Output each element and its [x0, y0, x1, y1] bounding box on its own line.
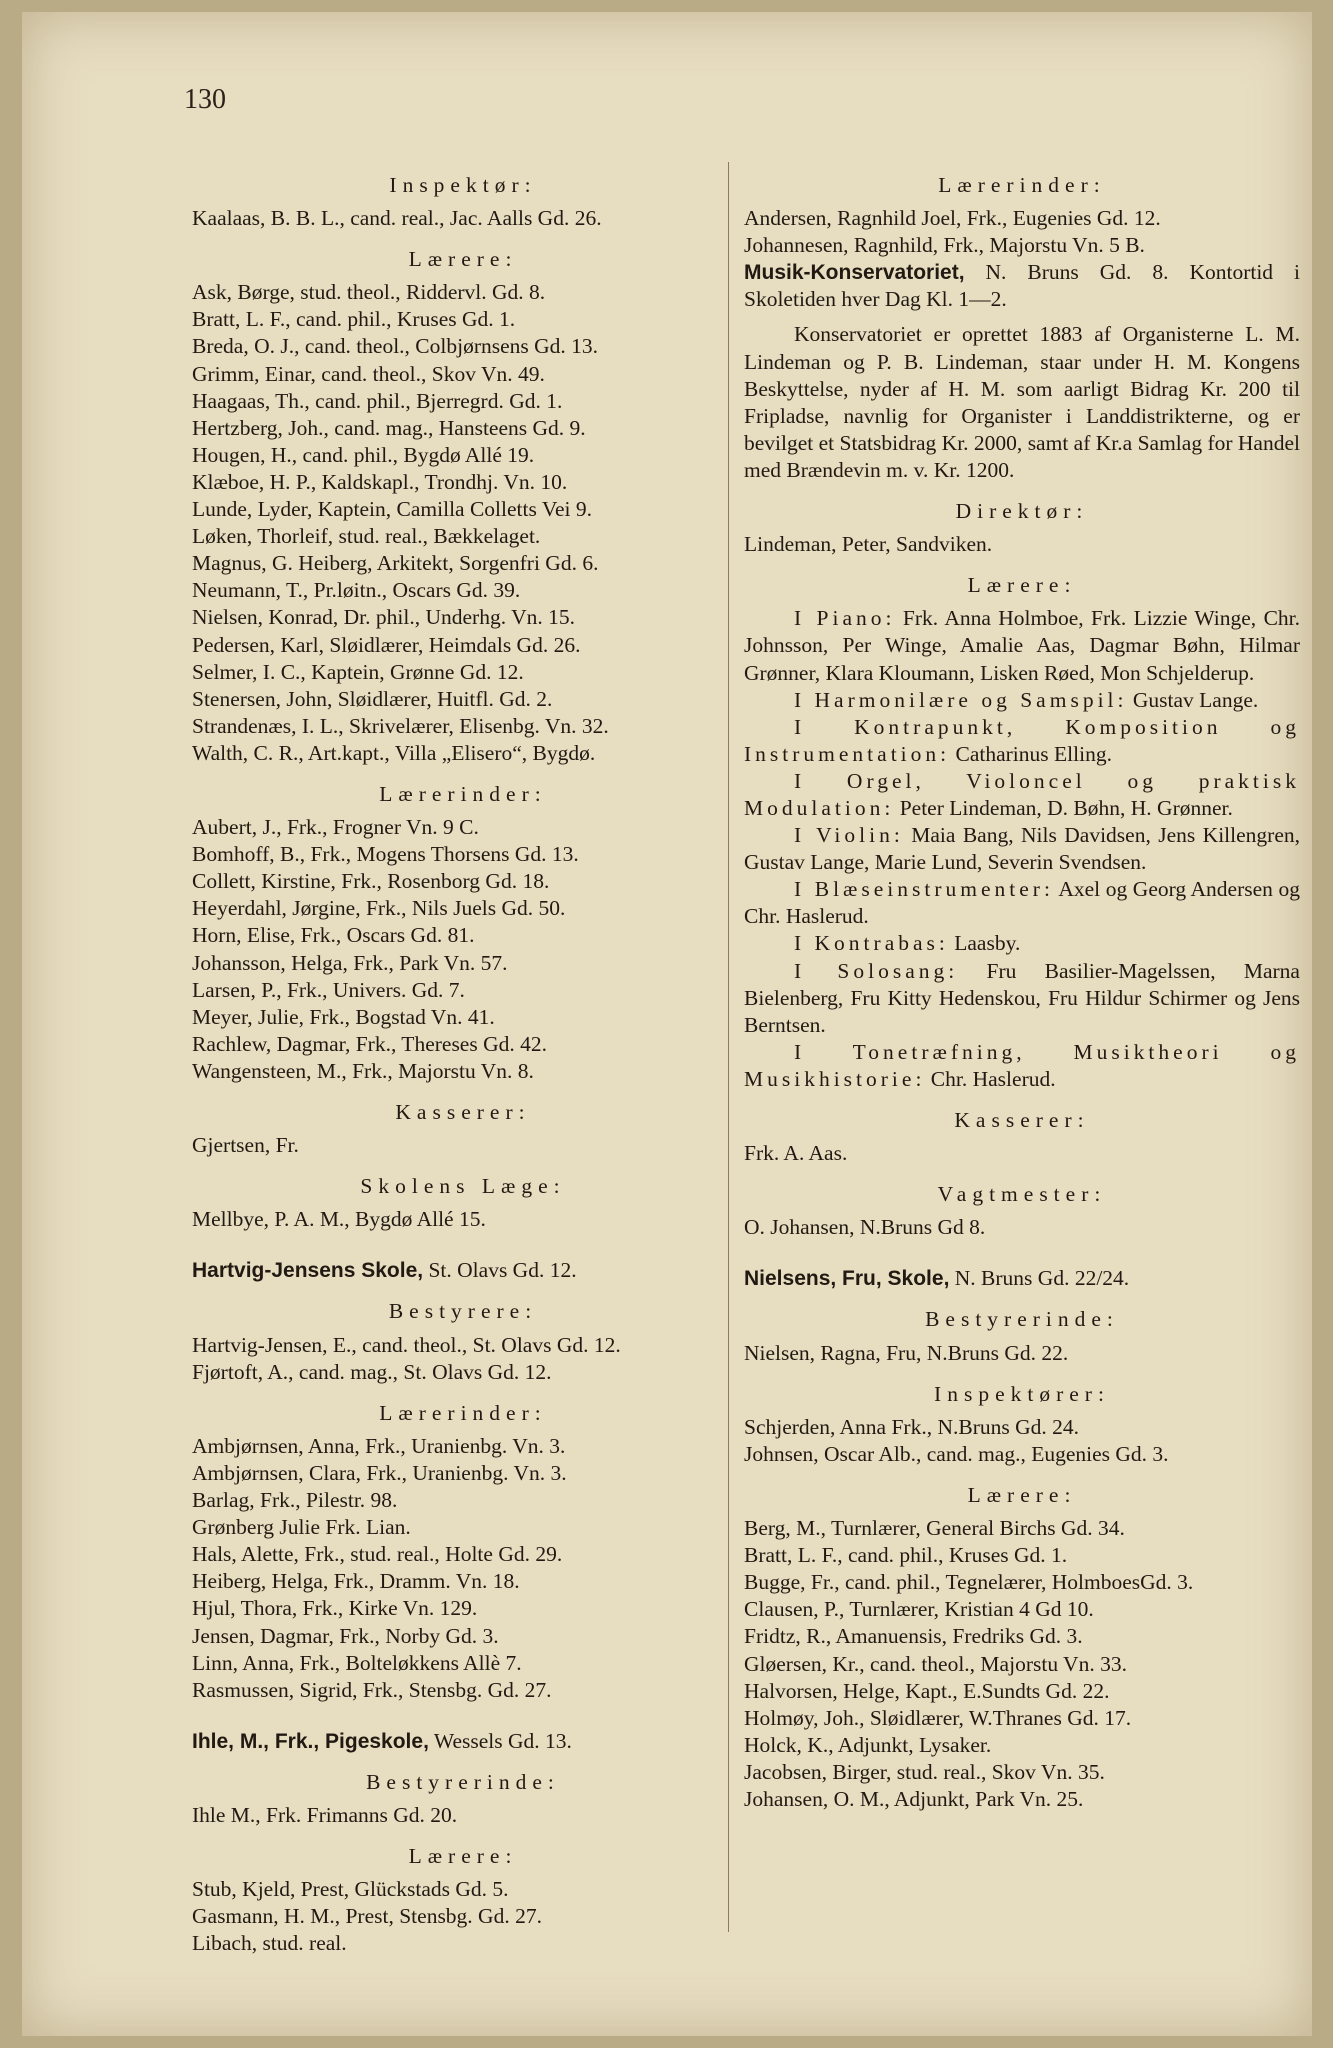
list-item: Fridtz, R., Amanuensis, Fredriks Gd. 3. — [744, 1624, 1083, 1649]
list-item: Gasmann, H. M., Prest, Stensbg. Gd. 27. — [192, 1904, 542, 1929]
section-heading: Vagtmester: — [937, 1182, 1107, 1207]
list-item: Bratt, L. F., cand. phil., Kruses Gd. 1. — [744, 1543, 1068, 1568]
list-item: Ask, Børge, stud. theol., Riddervl. Gd. 8. — [192, 280, 546, 305]
list-item: Grimm, Einar, cand. theol., Skov Vn. 49. — [192, 361, 545, 386]
list-item: Gjertsen, Fr. — [192, 1133, 299, 1158]
list-item: Pedersen, Karl, Sløidlærer, Heimdals Gd. 26. — [192, 632, 581, 657]
subject-teachers: Laasby. — [948, 931, 1021, 956]
list-item: Johansson, Helga, Frk., Park Vn. 57. — [192, 950, 508, 975]
school-address: N. Bruns Gd. 8. Kontortid i Skoletiden hver Dag Kl. 1—2. — [744, 260, 1300, 312]
subject-teachers: Fru Basilier-Magelssen, Marna Bielenberg, Fru Kitty Hedenskou, Fru Hildur Schirmer og Jens Berntsen. — [744, 958, 1300, 1037]
list-item: Schjerden, Anna Frk., N.Bruns Gd. 24. — [744, 1414, 1080, 1439]
list-item: Aubert, J., Frk., Frogner Vn. 9 C. — [192, 815, 479, 840]
list-item: Hjul, Thora, Frk., Kirke Vn. 129. — [192, 1596, 478, 1621]
intro-paragraph: Konservatoriet er oprettet 1883 af Organisterne L. M. Lindeman og P. B. Lindeman, staar under H. M. Kongens Beskyttelse, nyder af H. M. som aarligt Bidrag Kr. 200 til Fripladse, navnlig for Organister i Landdistrikterne, og er bevilget et Statsbidrag Kr. 2000, samt af Kr.a Samlag for Handel med Brændevin m. v. Kr. 1200. — [744, 322, 1300, 482]
list-item: Haagaas, Th., cand. phil., Bjerregrd. Gd. 1. — [192, 388, 563, 413]
school-name: Ihle, M., Frk., Pigeskole, — [192, 1729, 429, 1753]
subject-paragraph — [744, 876, 1300, 930]
entry-list — [192, 205, 734, 232]
list-item: Johannesen, Ragnhild, Frk., Majorstu Vn. 5 B. — [744, 233, 1145, 258]
list-item: Lindeman, Peter, Sandviken. — [744, 532, 993, 557]
list-item: Johansen, O. M., Adjunkt, Park Vn. 25. — [744, 1786, 1084, 1811]
entry-list — [192, 1433, 734, 1704]
list-item: Clausen, P., Turnlærer, Kristian 4 Gd 10. — [744, 1597, 1094, 1622]
section-heading: Bestyrerinde: — [925, 1307, 1119, 1332]
list-item: Meyer, Julie, Frk., Bogstad Vn. 41. — [192, 1004, 495, 1029]
list-item: Frk. A. Aas. — [744, 1141, 848, 1166]
subject-label: I Blæseinstrumenter: — [794, 877, 1054, 902]
list-item: Mellbye, P. A. M., Bygdø Allé 15. — [192, 1207, 486, 1232]
subject-teachers: Peter Lindeman, D. Bøhn, H. Grønner. — [894, 795, 1233, 820]
entry-list — [744, 1214, 1300, 1241]
list-item: Grønberg Julie Frk. Lian. — [192, 1515, 411, 1540]
subject-teachers: Axel og Georg Andersen og Chr. Haslerud. — [744, 877, 1300, 929]
list-item: Lunde, Lyder, Kaptein, Camilla Colletts Vei 9. — [192, 497, 593, 522]
page-number: 130 — [184, 84, 226, 115]
list-item: Klæboe, H. P., Kaldskapl., Trondhj. Vn. 10. — [192, 469, 568, 494]
list-item: Larsen, P., Frk., Univers. Gd. 7. — [192, 977, 465, 1002]
school-heading — [744, 1265, 1300, 1292]
subject-teachers: Catharinus Elling. — [950, 741, 1112, 766]
list-item: Ambjørnsen, Clara, Frk., Uranienbg. Vn. 3. — [192, 1460, 567, 1485]
section-heading: Lærerinder: — [938, 173, 1106, 197]
right-column — [744, 158, 1300, 1813]
entry-list — [744, 1140, 1300, 1167]
subject-label: I Violin: — [794, 823, 904, 848]
list-item: Nielsen, Konrad, Dr. phil., Underhg. Vn. 15. — [192, 605, 575, 630]
list-item: Breda, O. J., cand. theol., Colbjørnsens Gd. 13. — [192, 334, 599, 359]
subject-paragraph — [744, 1039, 1300, 1093]
subject-label: I Tonetræfning, Musiktheori og Musikhistorie: — [744, 1039, 1300, 1091]
list-item: Hals, Alette, Frk., stud. real., Holte Gd. 29. — [192, 1542, 563, 1567]
list-item: Holck, K., Adjunkt, Lysaker. — [744, 1732, 992, 1757]
list-item: Berg, M., Turnlærer, General Birchs Gd. 34. — [744, 1516, 1125, 1541]
subject-paragraph — [744, 822, 1300, 876]
section-heading: Skolens Læge: — [360, 1174, 566, 1199]
list-item: Gløersen, Kr., cand. theol., Majorstu Vn. 33. — [744, 1651, 1127, 1676]
subject-paragraph — [744, 930, 1300, 957]
section-heading: Bestyrere: — [388, 1299, 538, 1324]
list-item: Rasmussen, Sigrid, Frk., Stensbg. Gd. 27. — [192, 1677, 552, 1702]
section-heading: Lærere: — [408, 1844, 518, 1869]
subject-label: I Kontrapunkt, Komposition og Instrumentation: — [744, 714, 1300, 766]
school-address: Wessels Gd. 13. — [428, 1728, 572, 1753]
list-item: Wangensteen, M., Frk., Majorstu Vn. 8. — [192, 1058, 534, 1083]
subject-paragraph — [744, 958, 1300, 1039]
entry-list — [744, 531, 1300, 558]
list-item: Rachlew, Dagmar, Frk., Thereses Gd. 42. — [192, 1031, 547, 1056]
list-item: Løken, Thorleif, stud. real., Bækkelaget. — [192, 524, 541, 549]
entry-list — [192, 1876, 734, 1957]
subject-paragraph — [744, 714, 1300, 768]
list-item: Holmøy, Joh., Sløidlærer, W.Thranes Gd. 17. — [744, 1705, 1132, 1730]
entry-list — [192, 1802, 734, 1829]
list-item: Bomhoff, B., Frk., Mogens Thorsens Gd. 13. — [192, 842, 579, 867]
subject-label: I Kontrabas: — [794, 931, 949, 956]
list-item: Heiberg, Helga, Frk., Dramm. Vn. 18. — [192, 1569, 520, 1594]
list-item: Heyerdahl, Jørgine, Frk., Nils Juels Gd. 50. — [192, 896, 566, 921]
subject-paragraph — [744, 687, 1300, 714]
subject-list — [744, 605, 1300, 1093]
section-heading: Inspektører: — [934, 1381, 1110, 1406]
list-item: O. Johansen, N.Bruns Gd 8. — [744, 1215, 986, 1240]
entry-list — [744, 205, 1300, 259]
list-item: Hartvig-Jensen, E., cand. theol., St. Olavs Gd. 12. — [192, 1332, 621, 1357]
list-item: Hertzberg, Joh., cand. mag., Hansteens Gd. 9. — [192, 415, 586, 440]
subject-label: I Piano: — [794, 606, 896, 631]
subject-teachers: Frk. Anna Holmboe, Frk. Lizzie Winge, Chr. Johnsson, Per Winge, Amalie Aas, Dagmar Bøhn, Hilmar Grønner, Klara Kloumann, Lisken Røed, Mon Schjelderup. — [744, 606, 1301, 685]
school-heading — [192, 1257, 734, 1284]
school-name: Nielsens, Fru, Skole, — [744, 1267, 950, 1291]
school-name: Musik-Konservatoriet, — [744, 261, 965, 285]
school-heading — [744, 259, 1300, 313]
list-item: Selmer, I. C., Kaptein, Grønne Gd. 12. — [192, 659, 524, 684]
list-item: Neumann, T., Pr.løitn., Oscars Gd. 39. — [192, 578, 521, 603]
list-item: Jensen, Dagmar, Frk., Norby Gd. 3. — [192, 1623, 499, 1648]
list-item: Barlag, Frk., Pilestr. 98. — [192, 1488, 398, 1513]
entry-list — [744, 1414, 1300, 1468]
entry-list — [192, 1206, 734, 1233]
section-heading: Inspektør: — [389, 173, 537, 197]
list-item: Stenersen, John, Sløidlærer, Huitfl. Gd. 2. — [192, 686, 553, 711]
list-item: Horn, Elise, Frk., Oscars Gd. 81. — [192, 923, 475, 948]
list-item: Libach, stud. real. — [192, 1931, 347, 1956]
section-heading: Kasserer: — [395, 1100, 531, 1124]
section-heading: Lærere: — [967, 1482, 1077, 1507]
subject-teachers: Maia Bang, Nils Davidsen, Jens Killengren, Gustav Lange, Marie Lund, Severin Svendsen. — [744, 823, 1301, 875]
list-item: Johnsen, Oscar Alb., cand. mag., Eugenies Gd. 3. — [744, 1441, 1169, 1466]
list-item: Strandenæs, I. L., Skrivelærer, Elisenbg. Vn. 32. — [192, 713, 609, 738]
entry-list — [192, 1332, 734, 1386]
section-heading: Lærerinder: — [379, 781, 547, 806]
list-item: Jacobsen, Birger, stud. real., Skov Vn. 35. — [744, 1759, 1105, 1784]
subject-label: I Harmonilære og Samspil: — [794, 687, 1128, 712]
entry-list — [192, 814, 734, 1085]
book-page — [22, 12, 1312, 2036]
section-heading: Kasserer: — [954, 1108, 1090, 1132]
section-heading: Bestyrerinde: — [366, 1769, 560, 1794]
list-item: Collett, Kirstine, Frk., Rosenborg Gd. 18. — [192, 869, 550, 894]
entry-list — [744, 1515, 1300, 1813]
list-item: Nielsen, Ragna, Fru, N.Bruns Gd. 22. — [744, 1340, 1069, 1365]
entry-list — [192, 279, 734, 767]
list-item: Bratt, L. F., cand. phil., Kruses Gd. 1. — [192, 307, 516, 332]
list-item: Walth, C. R., Art.kapt., Villa „Elisero“, Bygdø. — [192, 740, 596, 765]
list-item: Ihle M., Frk. Frimanns Gd. 20. — [192, 1802, 458, 1827]
list-item: Ambjørnsen, Anna, Frk., Uranienbg. Vn. 3. — [192, 1433, 566, 1458]
list-item: Hougen, H., cand. phil., Bygdø Allé 19. — [192, 442, 535, 467]
left-column — [192, 158, 734, 1957]
school-address: St. Olavs Gd. 12. — [423, 1258, 577, 1283]
entry-list — [744, 1340, 1300, 1367]
section-heading: Lærerinder: — [379, 1400, 547, 1425]
subject-teachers: Chr. Haslerud. — [925, 1066, 1056, 1091]
school-heading — [192, 1728, 734, 1755]
list-item: Linn, Anna, Frk., Bolteløkkens Allè 7. — [192, 1650, 522, 1675]
list-item: Stub, Kjeld, Prest, Glückstads Gd. 5. — [192, 1877, 509, 1902]
school-address: N. Bruns Gd. 22/24. — [949, 1266, 1130, 1291]
section-heading: Lærere: — [967, 573, 1077, 598]
subject-label: I Solosang: — [794, 958, 959, 983]
list-item: Kaalaas, B. B. L., cand. real., Jac. Aalls Gd. 26. — [192, 206, 602, 231]
section-heading: Lærere: — [408, 247, 518, 272]
list-item: Fjørtoft, A., cand. mag., St. Olavs Gd. 12. — [192, 1359, 552, 1384]
list-item: Bugge, Fr., cand. phil., Tegnelærer, HolmboesGd. 3. — [744, 1570, 1194, 1595]
school-name: Hartvig-Jensens Skole, — [192, 1259, 424, 1283]
section-heading: Direktør: — [955, 499, 1089, 524]
list-item: Andersen, Ragnhild Joel, Frk., Eugenies Gd. 12. — [744, 206, 1161, 231]
subject-paragraph — [744, 605, 1300, 686]
list-item: Magnus, G. Heiberg, Arkitekt, Sorgenfri Gd. 6. — [192, 551, 599, 576]
subject-paragraph — [744, 768, 1300, 822]
subject-label: I Orgel, Violoncel og praktisk Modulation: — [744, 768, 1300, 820]
list-item: Halvorsen, Helge, Kapt., E.Sundts Gd. 22. — [744, 1678, 1110, 1703]
entry-list — [192, 1132, 734, 1159]
subject-teachers: Gustav Lange. — [1127, 687, 1259, 712]
